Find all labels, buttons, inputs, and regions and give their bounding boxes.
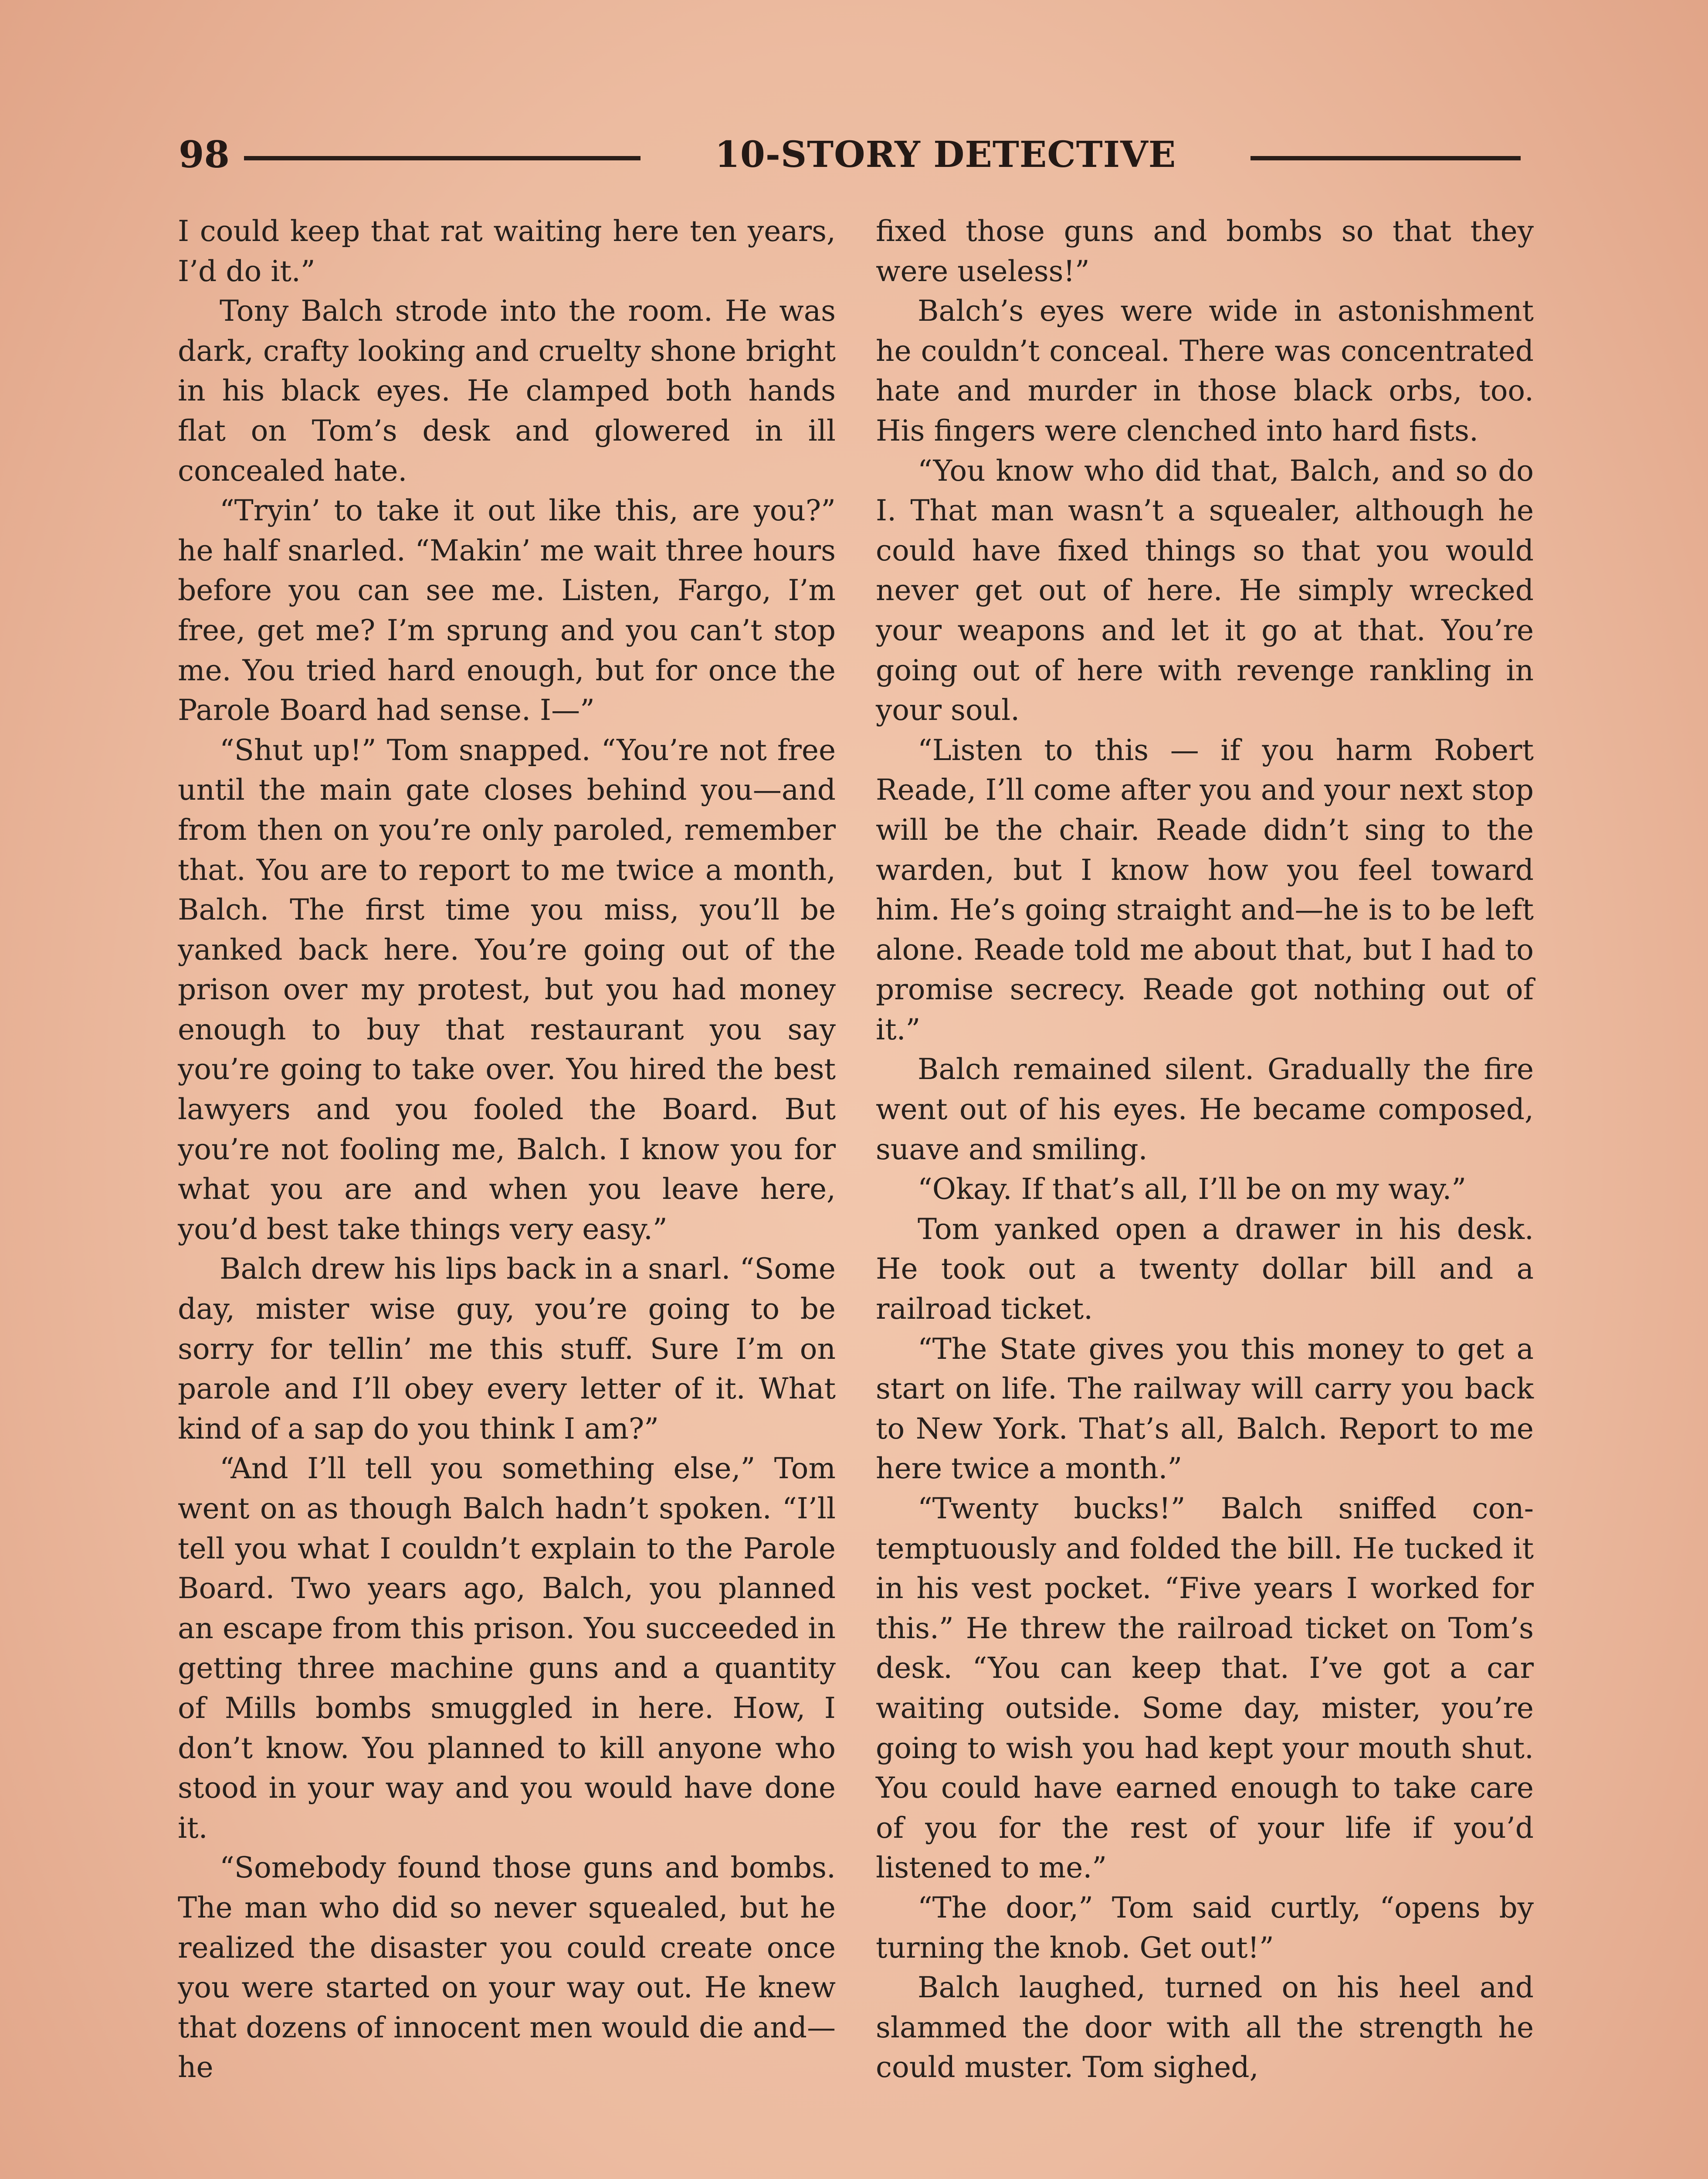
paragraph: Balch remained silent. Gradually the fire went out of his eyes. He became composed, suave and smiling. xyxy=(876,1052,1534,1166)
header-rule-right xyxy=(1250,156,1521,160)
page-number: 98 xyxy=(179,133,230,176)
text-column-right xyxy=(876,211,1534,2087)
paragraph: Balch drew his lips back in a snarl. “Some day, mister wise guy, you’re going to be sorry for tellin’ me this stuff. Sure I’m on parole and I’ll obey every letter of it. What kind of a sap do you think I am?” xyxy=(178,1252,836,1446)
paragraph: “You know who did that, Balch, and so do I. That man wasn’t a squealer, although he could have fixed things so that you would never get out of here. He simply wrecked your weapons and let it go at that. You’re going out of here with revenge rankling in your soul. xyxy=(876,454,1534,727)
running-head: 10-STORY DETECTIVE xyxy=(715,134,1176,176)
paragraph: “Listen to this — if you harm Robert Reade, I’ll come after you and your next stop will be the chair. Reade didn’t sing to the warden, but I know how you feel toward him. He’s going straight and—he is to be left alone. Reade told me about that, but I had to promise secrecy. Reade got nothing out of it.” xyxy=(876,733,1534,1046)
text-column-left xyxy=(178,211,836,2087)
paragraph: “Tryin’ to take it out like this, are you?” he half snarled. “Makin’ me wait three hours before you can see me. Listen, Fargo, I’m free, get me? I’m sprung and you can’t stop me. You tried hard enough, but for once the Parole Board had sense. I—” xyxy=(178,494,836,727)
paragraph: Tony Balch strode into the room. He was dark, crafty looking and cruelty shone bright in his black eyes. He clamped both hands flat on Tom’s desk and glowered in ill concealed hate. xyxy=(178,294,836,488)
paragraph: Balch laughed, turned on his heel and slammed the door with all the strength he could muster. Tom sighed, xyxy=(876,1971,1534,2084)
page-header xyxy=(179,131,1521,183)
paragraph: I could keep that rat waiting here ten years, I’d do it.” xyxy=(178,214,836,288)
paragraph: “And I’ll tell you something else,” Tom went on as though Balch hadn’t spoken. “I’ll tell you what I couldn’t explain to the Parole Board. Two years ago, Balch, you planned an escape from this prison. You succeeded in getting three machine guns and a quantity of Mills bombs smuggled in here. How, I don’t know. You planned to kill anyone who stood in your way and you would have done it. xyxy=(178,1452,836,1845)
paragraph: “Okay. If that’s all, I’ll be on my way.” xyxy=(918,1172,1467,1206)
paragraph: “Somebody found those guns and bombs. The man who did so never squealed, but he realized the disaster you could create once you were started on your way out. He knew that dozens of innocent men would die and—he xyxy=(178,1851,836,2084)
paragraph: fixed those guns and bombs so that they were useless!” xyxy=(876,214,1534,288)
paragraph: “The door,” Tom said curtly, “opens by turning the knob. Get out!” xyxy=(876,1891,1534,1965)
header-rule-left xyxy=(244,156,640,160)
paragraph: “Twenty bucks!” Balch sniffed contemptuously and folded the bill. He tucked it in his vest pocket. “Five years I worked for this.” He threw the railroad ticket on Tom’s desk. “You can keep that. I’ve got a car waiting outside. Some day, mister, you’re going to wish you had kept your mouth shut. You could have earned enough to take care of you for the rest of your life if you’d listened to me.” xyxy=(876,1492,1534,1885)
paragraph: Tom yanked open a drawer in his desk. He took out a twenty dollar bill and a railroad ticket. xyxy=(876,1212,1534,1326)
paragraph: Balch’s eyes were wide in astonishment he couldn’t conceal. There was concentrated hate and murder in those black orbs, too. His fingers were clenched into hard fists. xyxy=(876,294,1534,448)
paragraph: “The State gives you this money to get a start on life. The railway will carry you back to New York. That’s all, Balch. Report to me here twice a month.” xyxy=(876,1332,1534,1486)
paragraph: “Shut up!” Tom snapped. “You’re not free until the main gate closes behind you—and from then on you’re only paroled, remember that. You are to report to me twice a month, Balch. The first time you miss, you’ll be yanked back here. You’re going out of the prison over my protest, but you had money enough to buy that restaurant you say you’re going to take over. You hired the best lawyers and you fooled the Board. But you’re not fooling me, Balch. I know you for what you are and when you leave here, you’d best take things very easy.” xyxy=(178,733,836,1246)
